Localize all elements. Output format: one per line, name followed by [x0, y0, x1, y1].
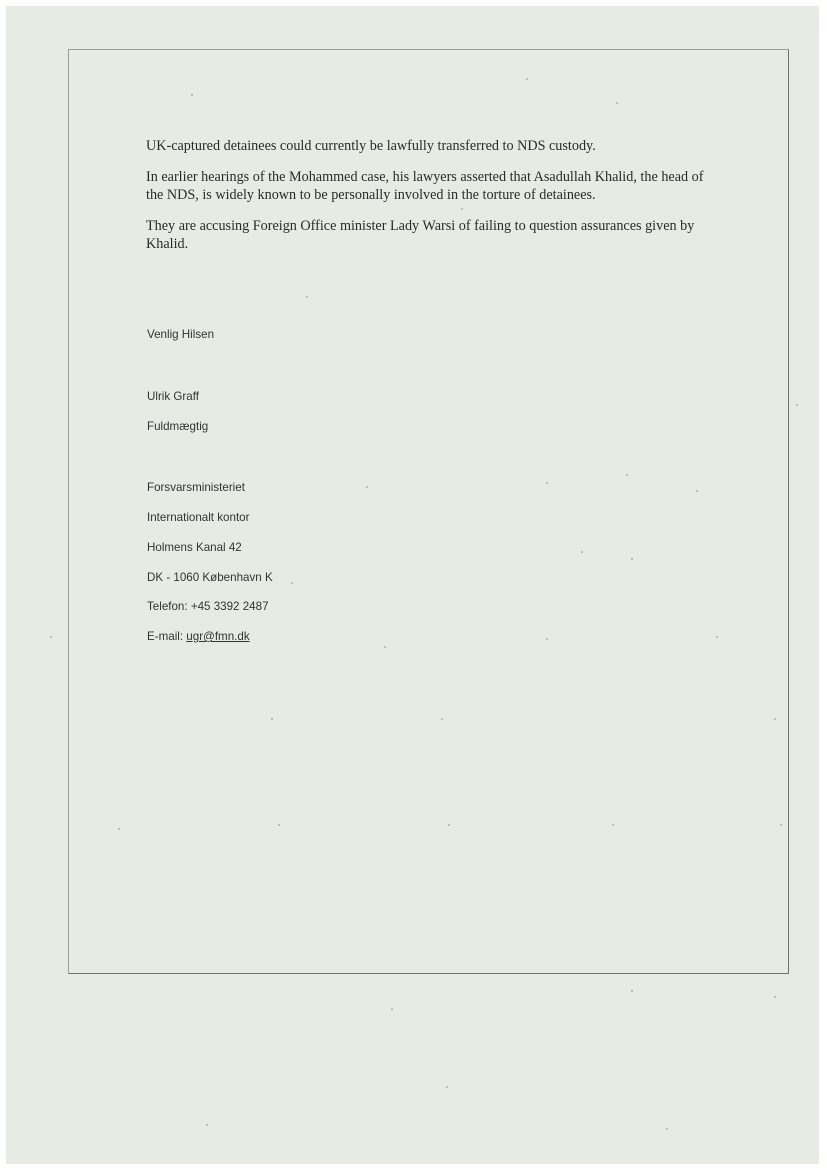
- phone-number: Telefon: +45 3392 2487: [147, 600, 269, 613]
- paper-speck: [796, 404, 798, 406]
- postal-city: DK - 1060 København K: [147, 571, 273, 584]
- street-address: Holmens Kanal 42: [147, 541, 242, 554]
- paper-speck: [446, 1086, 448, 1088]
- paper-speck: [631, 990, 633, 992]
- closing-greeting: Venlig Hilsen: [147, 328, 215, 341]
- organization-name: Forsvarsministeriet: [147, 481, 245, 494]
- paper-speck: [206, 1124, 208, 1126]
- paper-speck: [666, 1128, 668, 1130]
- article-paragraph-3: They are accusing Foreign Office minister Lady Warsi of failing to question assurances given by Khalid.: [146, 218, 695, 252]
- email-line: [147, 630, 250, 644]
- article-paragraph-1: UK-captured detainees could currently be lawfully transferred to NDS custody.: [146, 138, 596, 154]
- signer-title: Fuldmægtig: [147, 420, 209, 433]
- paper-speck: [391, 1008, 393, 1010]
- email-link[interactable]: ugr@fmn.dk: [186, 630, 250, 643]
- email-label: E-mail:: [147, 630, 187, 643]
- paper-speck: [50, 636, 52, 638]
- department-name: Internationalt kontor: [147, 511, 250, 524]
- paper-speck: [774, 996, 776, 998]
- signer-name: Ulrik Graff: [147, 390, 199, 403]
- article-paragraph-2: In earlier hearings of the Mohammed case, his lawyers asserted that Asadullah Khalid, the head of the NDS, is widely known to be personally involved in the torture of detainees.: [146, 169, 704, 203]
